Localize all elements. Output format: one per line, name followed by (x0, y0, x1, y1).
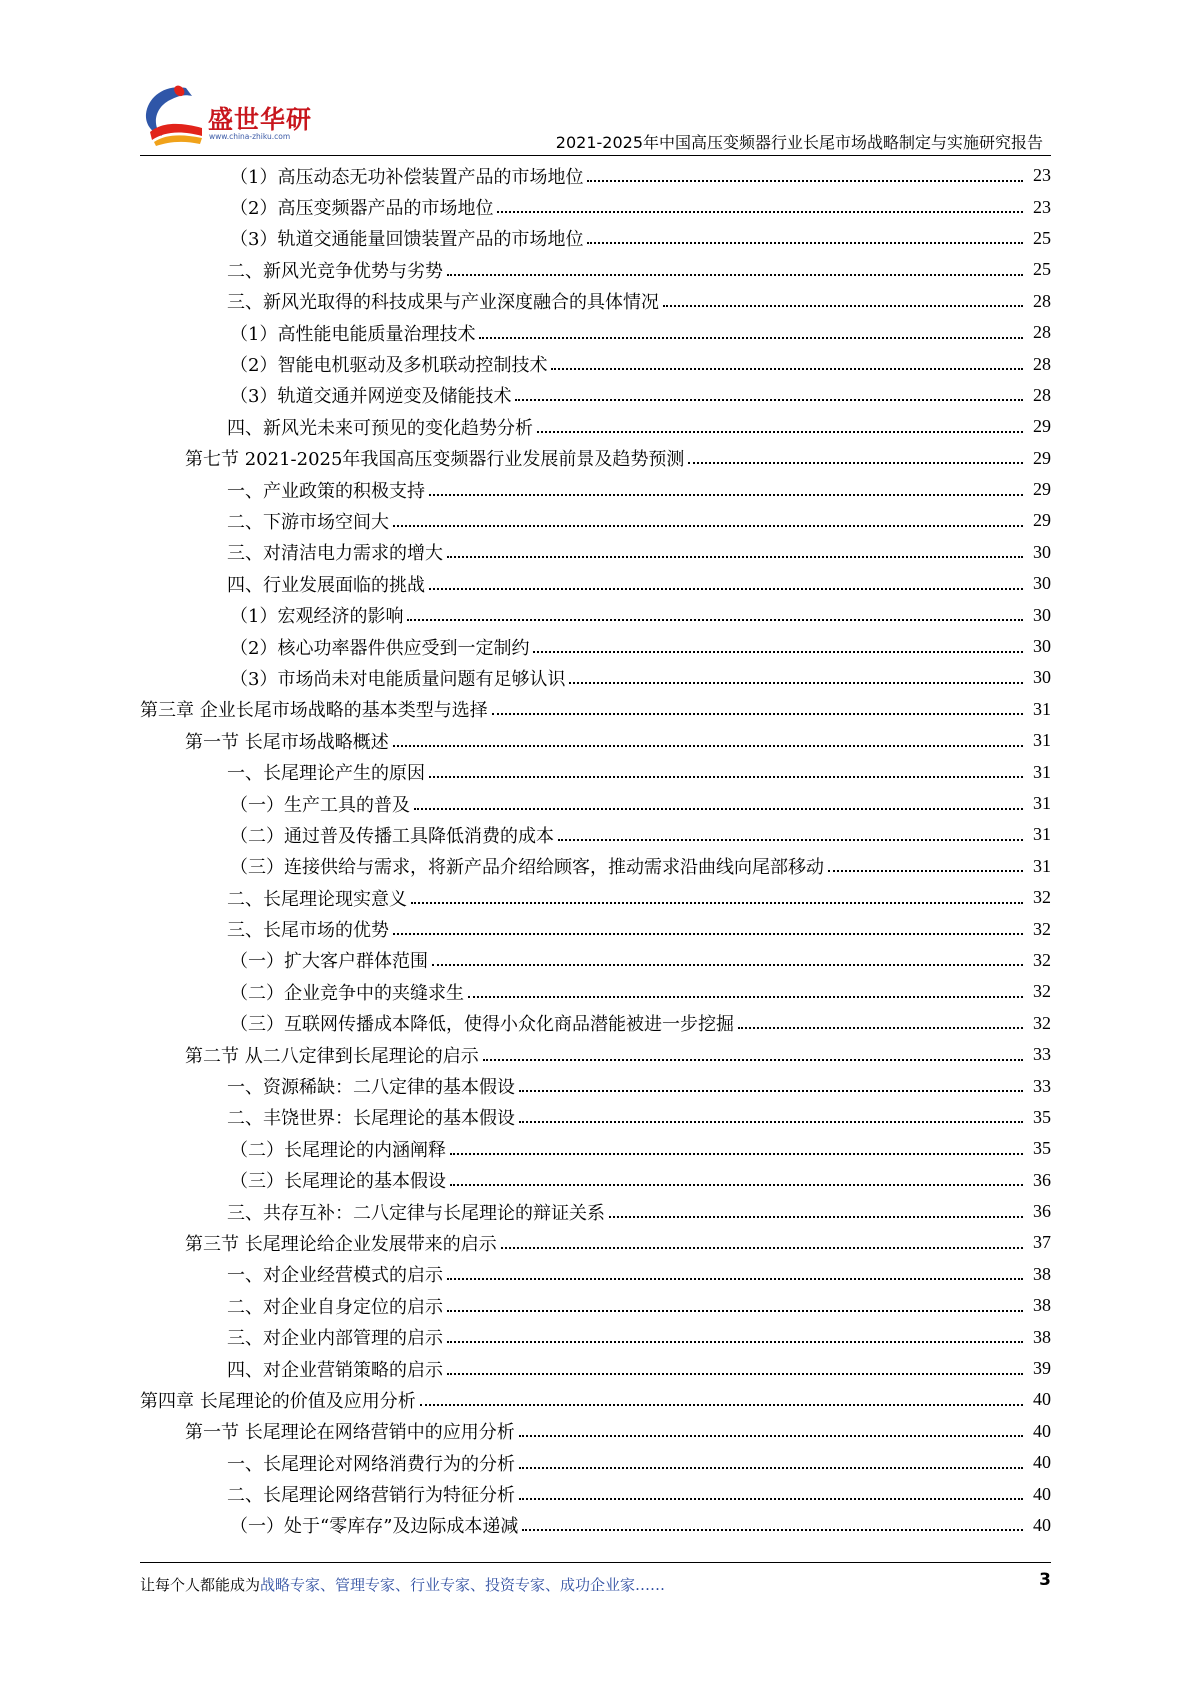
toc-entry[interactable] (140, 976, 1051, 1007)
toc-entry[interactable] (140, 1353, 1051, 1384)
toc-entry[interactable] (140, 1478, 1051, 1509)
toc-entry-page: 32 (1033, 918, 1051, 939)
toc-entry-title: （1）宏观经济的影响 (230, 606, 404, 628)
toc-entry[interactable] (140, 756, 1051, 787)
toc-entry-title: 第七节 2021-2025年我国高压变频器行业发展前景及趋势预测 (185, 449, 685, 471)
toc-entry-page: 30 (1033, 604, 1051, 625)
toc-entry[interactable] (140, 1321, 1051, 1352)
toc-entry-title: 二、长尾理论网络营销行为特征分析 (227, 1485, 515, 1507)
toc-entry-title: 二、长尾理论现实意义 (227, 888, 407, 910)
toc-entry[interactable] (140, 474, 1051, 505)
toc-entry-title: 二、下游市场空间大 (227, 511, 389, 533)
toc-entry[interactable] (140, 286, 1051, 317)
header-divider (140, 155, 1051, 156)
toc-dot-leader (558, 839, 1023, 841)
toc-dot-leader (519, 1498, 1023, 1500)
toc-entry-title: （三）连接供给与需求，将新产品介绍给顾客，推动需求沿曲线向尾部移动 (230, 857, 824, 879)
toc-entry[interactable] (140, 1416, 1051, 1447)
toc-entry-page: 30 (1033, 573, 1051, 594)
toc-entry-title: （三）互联网传播成本降低，使得小众化商品潜能被进一步挖掘 (230, 1014, 734, 1036)
toc-entry[interactable] (140, 1165, 1051, 1196)
toc-entry-page: 25 (1033, 227, 1051, 248)
toc-entry-title: 三、长尾市场的优势 (227, 920, 389, 942)
toc-dot-leader (468, 996, 1023, 998)
toc-dot-leader (483, 1059, 1023, 1061)
toc-dot-leader (411, 902, 1023, 904)
toc-entry-page: 32 (1033, 887, 1051, 908)
toc-dot-leader (519, 1121, 1023, 1123)
toc-entry-title: （2）高压变频器产品的市场地位 (230, 198, 494, 220)
toc-entry-title: 第三章 企业长尾市场战略的基本类型与选择 (140, 700, 488, 722)
toc-entry-page: 37 (1033, 1232, 1051, 1253)
footer-slogan-roles: 战略专家、管理专家、行业专家、投资专家、成功企业家…… (260, 1576, 666, 1594)
toc-entry[interactable] (140, 851, 1051, 882)
toc-dot-leader (407, 619, 1023, 621)
toc-dot-leader (420, 1404, 1023, 1406)
toc-dot-leader (515, 399, 1023, 401)
toc-entry[interactable] (140, 819, 1051, 850)
toc-dot-leader (447, 1278, 1023, 1280)
toc-entry-page: 32 (1033, 1012, 1051, 1033)
toc-entry-title: 三、对企业内部管理的启示 (227, 1328, 443, 1350)
toc-entry-title: （三）长尾理论的基本假设 (230, 1171, 446, 1193)
toc-entry[interactable] (140, 1290, 1051, 1321)
toc-dot-leader (501, 1247, 1023, 1249)
toc-entry[interactable] (140, 1039, 1051, 1070)
toc-entry[interactable] (140, 1008, 1051, 1039)
toc-entry-page: 29 (1033, 447, 1051, 468)
toc-entry-page: 32 (1033, 981, 1051, 1002)
footer-slogan-lead: 让每个人都能成为 (140, 1576, 261, 1594)
toc-entry-page: 36 (1033, 1169, 1051, 1190)
toc-dot-leader (587, 242, 1023, 244)
toc-entry-title: （一）扩大客户群体范围 (230, 951, 428, 973)
toc-entry-title: 三、新风光取得的科技成果与产业深度融合的具体情况 (227, 292, 659, 314)
toc-entry-page: 36 (1033, 1201, 1051, 1222)
toc-dot-leader (429, 588, 1023, 590)
toc-dot-leader (569, 682, 1023, 684)
toc-entry[interactable] (140, 254, 1051, 285)
toc-entry-page: 33 (1033, 1075, 1051, 1096)
toc-entry-page: 23 (1033, 196, 1051, 217)
toc-dot-leader (429, 776, 1023, 778)
toc-entry[interactable] (140, 191, 1051, 222)
toc-dot-leader (533, 651, 1023, 653)
toc-entry-page: 32 (1033, 949, 1051, 970)
toc-dot-leader (828, 870, 1023, 872)
toc-entry-page: 28 (1033, 384, 1051, 405)
toc-entry[interactable] (140, 945, 1051, 976)
toc-dot-leader (587, 180, 1023, 182)
toc-entry-title: 一、对企业经营模式的启示 (227, 1265, 443, 1287)
toc-entry[interactable] (140, 694, 1051, 725)
toc-entry-page: 31 (1033, 761, 1051, 782)
toc-entry-page: 31 (1033, 793, 1051, 813)
toc-entry-page: 40 (1033, 1452, 1051, 1473)
toc-entry[interactable] (140, 1196, 1051, 1227)
toc-entry-title: 一、资源稀缺：二八定律的基本假设 (227, 1077, 515, 1099)
toc-dot-leader (447, 1373, 1023, 1375)
toc-entry-page: 33 (1033, 1044, 1051, 1065)
toc-entry[interactable] (140, 1510, 1051, 1541)
toc-entry[interactable] (140, 913, 1051, 944)
toc-entry-title: （3）轨道交通并网逆变及储能技术 (230, 386, 512, 408)
toc-entry-page: 40 (1033, 1514, 1051, 1535)
toc-entry[interactable] (140, 1133, 1051, 1164)
toc-entry-page: 30 (1033, 636, 1051, 657)
toc-entry-page: 38 (1033, 1295, 1051, 1316)
toc-dot-leader (497, 211, 1023, 213)
toc-entry-title: 四、对企业营销策略的启示 (227, 1359, 443, 1381)
toc-dot-leader (519, 1090, 1023, 1092)
toc-dot-leader (447, 1310, 1023, 1312)
toc-entry[interactable] (140, 788, 1051, 819)
toc-entry-title: 二、丰饶世界：长尾理论的基本假设 (227, 1108, 515, 1130)
toc-entry-title: （2）智能电机驱动及多机联动控制技术 (230, 355, 548, 377)
toc-dot-leader (447, 274, 1023, 276)
toc-entry[interactable] (140, 1384, 1051, 1415)
toc-entry-page: 40 (1033, 1389, 1051, 1410)
toc-entry-title: （一）处于“零库存”及边际成本递减 (230, 1516, 519, 1538)
toc-entry-title: （一）生产工具的普及 (230, 794, 410, 816)
toc-entry[interactable] (140, 443, 1051, 474)
table-of-contents (140, 160, 1051, 1541)
toc-dot-leader (522, 1529, 1023, 1531)
page-number: 3 (1039, 1570, 1051, 1590)
toc-dot-leader (609, 1216, 1023, 1218)
toc-entry-title: 第四章 长尾理论的价值及应用分析 (140, 1390, 416, 1412)
toc-dot-leader (432, 964, 1023, 966)
toc-entry[interactable] (140, 1227, 1051, 1258)
toc-entry[interactable] (140, 223, 1051, 254)
toc-dot-leader (393, 745, 1023, 747)
logo-emblem-icon (140, 82, 212, 146)
toc-entry[interactable] (140, 1259, 1051, 1290)
toc-entry[interactable] (140, 725, 1051, 756)
toc-entry[interactable] (140, 380, 1051, 411)
toc-dot-leader (519, 1435, 1023, 1437)
toc-dot-leader (450, 1184, 1023, 1186)
toc-entry-page: 30 (1033, 667, 1051, 688)
toc-entry-title: 第二节 从二八定律到长尾理论的启示 (185, 1045, 479, 1067)
toc-entry-title: 三、对清洁电力需求的增大 (227, 543, 443, 565)
toc-entry-page: 30 (1033, 541, 1051, 562)
toc-dot-leader (688, 462, 1023, 464)
toc-entry[interactable] (140, 160, 1051, 191)
toc-dot-leader (447, 1341, 1023, 1343)
toc-entry-page: 31 (1033, 855, 1051, 876)
toc-entry-page: 29 (1033, 416, 1051, 437)
toc-entry-page: 38 (1033, 1326, 1051, 1347)
toc-entry[interactable] (140, 537, 1051, 568)
toc-entry-page: 31 (1033, 824, 1051, 845)
toc-entry-page: 40 (1033, 1483, 1051, 1504)
footer-divider (140, 1562, 1051, 1563)
toc-entry-page: 38 (1033, 1263, 1051, 1284)
toc-entry-page: 29 (1033, 479, 1051, 500)
toc-entry-page: 28 (1033, 353, 1051, 374)
toc-entry-page: 35 (1033, 1138, 1051, 1159)
toc-dot-leader (537, 431, 1023, 433)
toc-entry-title: 第一节 长尾市场战略概述 (185, 731, 389, 753)
toc-entry-title: 四、行业发展面临的挑战 (227, 574, 425, 596)
toc-entry-title: （1）高性能电能质量治理技术 (230, 323, 476, 345)
toc-dot-leader (551, 368, 1023, 370)
toc-entry-title: 第一节 长尾理论在网络营销中的应用分析 (185, 1422, 515, 1444)
toc-entry-title: 二、新风光竞争优势与劣势 (227, 260, 443, 282)
footer-slogan (140, 1574, 665, 1595)
toc-entry[interactable] (140, 662, 1051, 693)
toc-entry-page: 40 (1033, 1420, 1051, 1441)
toc-dot-leader (429, 494, 1023, 496)
toc-entry-page: 31 (1033, 730, 1051, 751)
toc-entry-title: （3）市场尚未对电能质量问题有足够认识 (230, 668, 566, 690)
toc-dot-leader (738, 1027, 1023, 1029)
toc-entry-page: 29 (1033, 510, 1051, 531)
toc-dot-leader (519, 1467, 1023, 1469)
toc-entry-title: 四、新风光未来可预见的变化趋势分析 (227, 417, 533, 439)
toc-dot-leader (393, 933, 1023, 935)
toc-entry-title: （1）高压动态无功补偿装置产品的市场地位 (230, 166, 584, 188)
toc-dot-leader (447, 556, 1023, 558)
toc-entry[interactable] (140, 317, 1051, 348)
toc-dot-leader (479, 337, 1023, 339)
toc-entry-title: 三、共存互补：二八定律与长尾理论的辩证关系 (227, 1202, 605, 1224)
toc-dot-leader (492, 713, 1023, 715)
toc-entry-title: 一、长尾理论产生的原因 (227, 763, 425, 785)
toc-entry-page: 39 (1033, 1358, 1051, 1379)
toc-entry-title: （3）轨道交通能量回馈装置产品的市场地位 (230, 229, 584, 251)
toc-entry-title: 一、产业政策的积极支持 (227, 480, 425, 502)
toc-entry[interactable] (140, 411, 1051, 442)
toc-entry[interactable] (140, 599, 1051, 630)
toc-entry[interactable] (140, 882, 1051, 913)
toc-entry-page: 25 (1033, 259, 1051, 280)
toc-entry-page: 28 (1033, 322, 1051, 343)
toc-entry-title: 一、长尾理论对网络消费行为的分析 (227, 1453, 515, 1475)
toc-entry-title: （二）企业竞争中的夹缝求生 (230, 982, 464, 1004)
toc-dot-leader (393, 525, 1023, 527)
toc-entry[interactable] (140, 505, 1051, 536)
toc-entry-page: 23 (1033, 165, 1051, 186)
toc-entry[interactable] (140, 1447, 1051, 1478)
toc-entry[interactable] (140, 568, 1051, 599)
toc-entry-title: 第三节 长尾理论给企业发展带来的启示 (185, 1233, 497, 1255)
toc-entry-page: 35 (1033, 1106, 1051, 1127)
toc-dot-leader (414, 808, 1023, 810)
report-title: 2021-2025年中国高压变频器行业长尾市场战略制定与实施研究报告 (555, 133, 1043, 152)
toc-entry[interactable] (140, 1070, 1051, 1101)
toc-entry[interactable] (140, 348, 1051, 379)
toc-dot-leader (663, 305, 1023, 307)
toc-entry-page: 31 (1033, 698, 1051, 719)
toc-entry[interactable] (140, 1102, 1051, 1133)
toc-entry-title: 二、对企业自身定位的启示 (227, 1296, 443, 1318)
toc-entry-title: （2）核心功率器件供应受到一定制约 (230, 637, 530, 659)
logo-url: www.china-zhiku.com (209, 132, 291, 141)
toc-entry-page: 28 (1033, 290, 1051, 311)
toc-entry-title: （二）长尾理论的内涵阐释 (230, 1139, 446, 1161)
toc-entry-title: （二）通过普及传播工具降低消费的成本 (230, 825, 554, 847)
toc-dot-leader (450, 1153, 1023, 1155)
toc-entry[interactable] (140, 631, 1051, 662)
logo-wordmark: 盛世华研 (208, 105, 313, 134)
